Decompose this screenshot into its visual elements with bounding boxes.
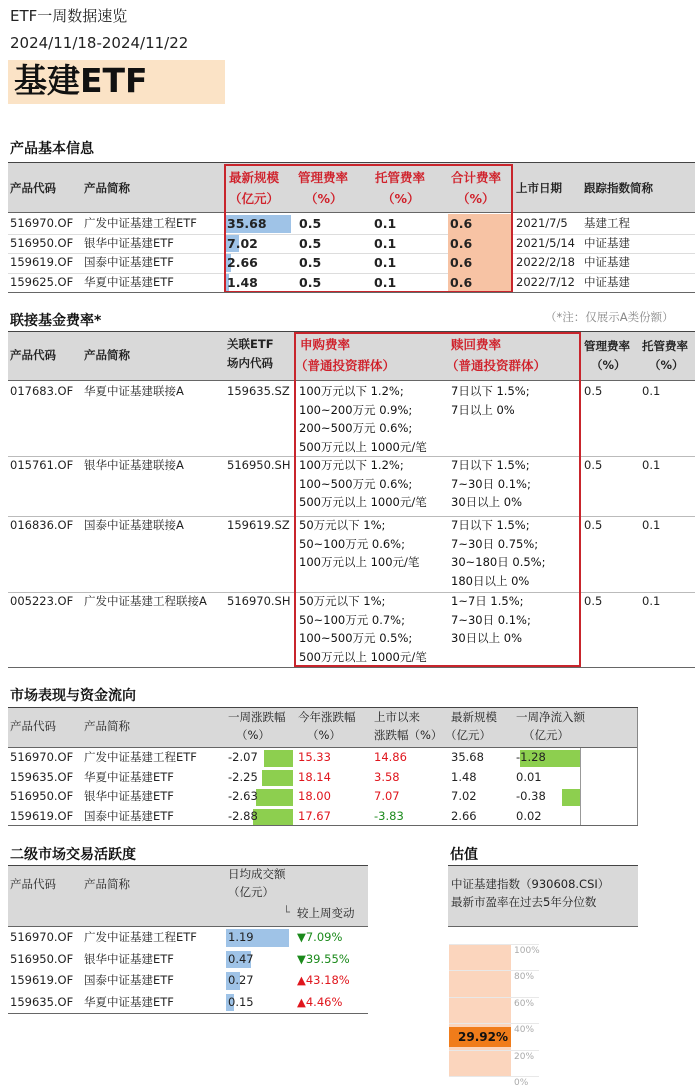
red-fee-line: 30日以上 0%: [451, 495, 523, 509]
feeder-col-red-2: （普通投资群体）: [446, 358, 547, 373]
col-scale-unit: （亿元）: [229, 191, 280, 206]
feeder-col-code: 产品代码: [10, 348, 56, 362]
col-total: 合计费率: [451, 170, 502, 185]
basic-index: 中证基建: [584, 274, 630, 289]
col-cust-unit: （%）: [382, 191, 420, 206]
col-mgmt-unit: （%）: [305, 191, 343, 206]
sub-fee-line: 50万元以下 1%;: [299, 594, 386, 608]
basic-list-date: 2021/7/5: [516, 216, 568, 230]
feeder-mgmt: 0.5: [584, 458, 603, 472]
red-fee-line: 7~30日 0.1%;: [451, 612, 531, 627]
basic-info-title: 产品基本信息: [10, 141, 94, 157]
market-scale: 2.66: [451, 808, 477, 823]
red-fee-line: 1~7日 1.5%;: [451, 594, 524, 608]
secondary-code: 516970.OF: [10, 930, 74, 944]
col-cust: 托管费率: [375, 170, 426, 185]
red-fee-line: 30~180日 0.5%;: [451, 555, 546, 569]
market-flow: -0.38: [516, 789, 546, 803]
col-code: 产品代码: [10, 181, 56, 195]
secondary-code: 159635.OF: [10, 994, 74, 1009]
feeder-name: 国泰中证基建联接A: [84, 518, 184, 532]
secondary-change: ▲4.46%: [297, 994, 343, 1009]
market-flow: 0.01: [516, 769, 542, 784]
market-col-name: 产品简称: [84, 719, 130, 733]
basic-code: 159619.OF: [10, 255, 74, 269]
basic-total: 0.6: [450, 255, 473, 270]
red-fee-line: 30日以上 0%: [451, 631, 523, 645]
sub-fee-line: 100万元以下 1.2%;: [299, 384, 404, 398]
gauge-tick: 20%: [514, 1051, 535, 1062]
red-fee-line: 7日以下 1.5%;: [451, 518, 530, 532]
gauge-gridline: [449, 944, 539, 945]
col-scale: 最新规模: [229, 170, 280, 185]
gauge-gridline: [449, 997, 539, 998]
sub-fee-line: 100万元以下 1.2%;: [299, 458, 404, 472]
market-code: 516950.OF: [10, 789, 74, 803]
sub-fee-line: 50万元以下 1%;: [299, 518, 386, 532]
col-list-date: 上市日期: [516, 181, 562, 195]
market-ytd: 17.67: [298, 808, 331, 823]
feeder-col-etf-2: 场内代码: [227, 356, 273, 370]
gauge-gridline: [449, 1076, 539, 1077]
secondary-turnover: 0.27: [228, 973, 254, 987]
market-since: 14.86: [374, 750, 407, 764]
market-col-ytd-2: （%）: [307, 728, 341, 742]
secondary-bottom-rule: [8, 1013, 368, 1014]
week-bar: [253, 809, 293, 826]
market-bottom-rule: [8, 825, 638, 826]
sub-fee-line: 100~500万元 0.5%;: [299, 631, 413, 645]
col-mgmt: 管理费率: [298, 170, 349, 185]
feeder-mgmt: 0.5: [584, 384, 603, 398]
feeder-mgmt: 0.5: [584, 594, 603, 608]
market-col-scale-2: （亿元）: [445, 728, 491, 742]
feeder-col-mgmt-2: （%）: [591, 358, 626, 372]
feeder-cust: 0.1: [642, 384, 661, 398]
secondary-name: 华夏中证基建ETF: [84, 994, 174, 1009]
secondary-header-rule: [8, 926, 368, 927]
secondary-change: ▼7.09%: [297, 930, 343, 944]
basic-info-bottom-rule: [8, 292, 695, 293]
basic-mgmt: 0.5: [299, 216, 322, 231]
basic-name: 国泰中证基建ETF: [84, 255, 174, 269]
week-bar: [264, 750, 293, 767]
sub-fee-line: 500万元以上 1000元/笔: [299, 439, 427, 454]
gauge-gridline: [449, 970, 539, 971]
valuation-header-rule: [448, 926, 638, 927]
secondary-code: 516950.OF: [10, 951, 74, 966]
feeder-name: 广发中证基建工程联接A: [84, 594, 207, 608]
market-code: 159619.OF: [10, 808, 74, 823]
feeder-etf: 516950.SH: [227, 458, 291, 472]
market-col-flow: 一周净流入额: [516, 710, 585, 724]
valuation-index-label: 中证基建指数（930608.CSI）: [451, 877, 610, 891]
week-bar: [256, 789, 293, 806]
market-code: 516970.OF: [10, 750, 74, 764]
gauge-tick: 100%: [514, 946, 540, 956]
market-title: 市场表现与资金流向: [10, 688, 136, 704]
secondary-turnover: 0.15: [228, 994, 254, 1009]
secondary-col-change-prefix: └: [283, 905, 290, 919]
red-fee-line: 7日以上 0%: [451, 402, 515, 417]
market-flow: -1.28: [516, 750, 546, 764]
market-name: 国泰中证基建ETF: [84, 808, 174, 823]
basic-code: 159625.OF: [10, 274, 74, 289]
market-week: -2.25: [228, 769, 258, 784]
basic-name: 银华中证基建ETF: [84, 235, 174, 250]
basic-mgmt: 0.5: [299, 255, 322, 270]
market-week: -2.88: [228, 808, 258, 823]
basic-total: 0.6: [450, 274, 473, 290]
secondary-title: 二级市场交易活跃度: [10, 847, 136, 863]
red-fee-line: 7日以下 1.5%;: [451, 458, 530, 472]
red-fee-line: 7~30日 0.75%;: [451, 536, 539, 551]
secondary-turnover: 0.47: [228, 951, 254, 966]
basic-scale: 7.02: [227, 235, 258, 251]
sub-fee-line: 200~500万元 0.6%;: [299, 421, 413, 435]
secondary-name: 银华中证基建ETF: [84, 951, 174, 966]
page-title: 基建ETF: [14, 61, 148, 100]
basic-name: 广发中证基建工程ETF: [84, 216, 197, 230]
secondary-change: ▼39.55%: [297, 951, 350, 966]
feeder-etf: 516970.SH: [227, 594, 291, 608]
basic-list-date: 2022/7/12: [516, 274, 575, 289]
basic-cust: 0.1: [374, 235, 397, 251]
market-name: 银华中证基建ETF: [84, 789, 174, 803]
feeder-mgmt: 0.5: [584, 518, 603, 532]
feeder-title: 联接基金费率*: [10, 313, 102, 329]
market-code: 159635.OF: [10, 769, 74, 784]
feeder-note: （*注：仅展示A类份额）: [545, 310, 674, 324]
col-index: 跟踪指数简称: [584, 181, 653, 195]
feeder-cust: 0.1: [642, 518, 661, 532]
basic-mgmt: 0.5: [299, 274, 322, 290]
basic-scale: 1.48: [227, 274, 258, 290]
market-ytd: 18.00: [298, 789, 331, 803]
market-flow: 0.02: [516, 808, 542, 823]
sub-fee-line: 100~200万元 0.9%;: [299, 402, 413, 417]
red-fee-line: 7~30日 0.1%;: [451, 476, 531, 491]
flow-bar: [562, 789, 580, 806]
basic-cust: 0.1: [374, 255, 397, 270]
market-col-code: 产品代码: [10, 719, 56, 733]
sub-fee-line: 100万元以上 100元/笔: [299, 555, 420, 569]
secondary-change: ▲43.18%: [297, 973, 350, 987]
basic-code: 516970.OF: [10, 216, 74, 230]
market-col-week: 一周涨跌幅: [228, 710, 286, 724]
market-week: -2.63: [228, 789, 258, 803]
basic-index: 中证基建: [584, 235, 630, 250]
col-total-unit: （%）: [457, 191, 495, 206]
secondary-name: 国泰中证基建ETF: [84, 973, 174, 987]
basic-scale: 35.68: [227, 216, 267, 231]
secondary-col-code: 产品代码: [10, 877, 56, 891]
market-ytd: 18.14: [298, 769, 331, 784]
gauge-gridline: [449, 1050, 539, 1051]
basic-info-highlight-box: [224, 164, 513, 293]
feeder-col-etf: 关联ETF: [227, 337, 274, 351]
sub-fee-line: 50~100万元 0.6%;: [299, 536, 405, 551]
basic-cust: 0.1: [374, 274, 397, 290]
report-subtitle: ETF一周数据速览: [10, 7, 128, 25]
market-col-week-2: （%）: [236, 728, 270, 742]
basic-total: 0.6: [450, 235, 473, 251]
sub-fee-line: 500万元以上 1000元/笔: [299, 495, 427, 509]
market-week: -2.07: [228, 750, 258, 764]
basic-scale: 2.66: [227, 255, 258, 270]
feeder-col-sub-2: （普通投资群体）: [295, 358, 396, 373]
secondary-code: 159619.OF: [10, 973, 74, 987]
market-name: 华夏中证基建ETF: [84, 769, 174, 784]
basic-name: 华夏中证基建ETF: [84, 274, 174, 289]
market-col-ytd: 今年涨跌幅: [298, 710, 356, 724]
gauge-value: 29.92%: [458, 1029, 508, 1044]
gauge-tick: 60%: [514, 998, 535, 1009]
secondary-name: 广发中证基建工程ETF: [84, 930, 197, 944]
red-fee-line: 7日以下 1.5%;: [451, 384, 530, 398]
red-fee-line: 180日以上 0%: [451, 573, 530, 588]
feeder-etf: 159635.SZ: [227, 384, 290, 398]
market-since: 3.58: [374, 769, 400, 784]
market-scale: 35.68: [451, 750, 484, 764]
sub-fee-line: 50~100万元 0.7%;: [299, 612, 405, 627]
valuation-desc: 最新市盈率在过去5年分位数: [451, 895, 597, 909]
basic-mgmt: 0.5: [299, 235, 322, 251]
basic-code: 516950.OF: [10, 235, 74, 250]
feeder-col-name: 产品简称: [84, 348, 130, 362]
market-col-flow-2: （亿元）: [523, 728, 569, 742]
gauge-gridline: [449, 1023, 539, 1024]
basic-index: 中证基建: [584, 255, 630, 269]
feeder-code: 017683.OF: [10, 384, 74, 398]
feeder-col-cust-2: （%）: [649, 358, 684, 372]
market-scale: 1.48: [451, 769, 477, 784]
feeder-name: 华夏中证基建联接A: [84, 384, 184, 398]
market-ytd: 15.33: [298, 750, 331, 764]
market-header-rule: [8, 747, 638, 748]
market-col-scale: 最新规模: [451, 710, 497, 724]
feeder-name: 银华中证基建联接A: [84, 458, 184, 472]
feeder-col-cust: 托管费率: [642, 339, 688, 353]
feeder-cust: 0.1: [642, 594, 661, 608]
feeder-col-red: 赎回费率: [451, 337, 502, 352]
basic-list-date: 2021/5/14: [516, 235, 575, 250]
market-col-since-2: 涨跌幅（%）: [374, 728, 443, 742]
secondary-col-turnover: 日均成交额: [228, 867, 286, 881]
col-name: 产品简称: [84, 181, 130, 195]
report-date-range: 2024/11/18-2024/11/22: [10, 34, 189, 52]
gauge-tick: 0%: [514, 1078, 529, 1088]
feeder-etf: 159619.SZ: [227, 518, 290, 532]
market-since: -3.83: [374, 808, 404, 823]
basic-cust: 0.1: [374, 216, 397, 231]
gauge-track: [449, 944, 511, 1076]
feeder-bottom-rule: [8, 667, 695, 668]
feeder-code: 005223.OF: [10, 594, 74, 608]
market-name: 广发中证基建工程ETF: [84, 750, 197, 764]
market-col-since: 上市以来: [374, 710, 420, 724]
secondary-col-change: 较上周变动: [297, 906, 355, 920]
feeder-code: 016836.OF: [10, 518, 74, 532]
secondary-col-name: 产品简称: [84, 877, 130, 891]
market-since: 7.07: [374, 789, 400, 803]
basic-total: 0.6: [450, 216, 473, 231]
secondary-col-turnover-2: （亿元）: [228, 885, 274, 899]
gauge-tick: 80%: [514, 972, 535, 983]
feeder-col-sub: 申购费率: [300, 337, 351, 352]
sub-fee-line: 100~500万元 0.6%;: [299, 476, 413, 491]
sub-fee-line: 500万元以上 1000元/笔: [299, 649, 427, 664]
market-scale: 7.02: [451, 789, 477, 803]
feeder-code: 015761.OF: [10, 458, 74, 472]
feeder-col-mgmt: 管理费率: [584, 339, 630, 353]
feeder-cust: 0.1: [642, 458, 661, 472]
basic-index: 基建工程: [584, 216, 630, 230]
feeder-highlight-box: [294, 332, 581, 667]
market-right-border: [637, 708, 638, 826]
gauge-tick: 40%: [514, 1025, 535, 1036]
flow-axis: [580, 748, 581, 826]
valuation-title: 估值: [450, 847, 478, 863]
secondary-turnover: 1.19: [228, 930, 254, 944]
basic-list-date: 2022/2/18: [516, 255, 575, 269]
week-bar: [262, 770, 293, 787]
